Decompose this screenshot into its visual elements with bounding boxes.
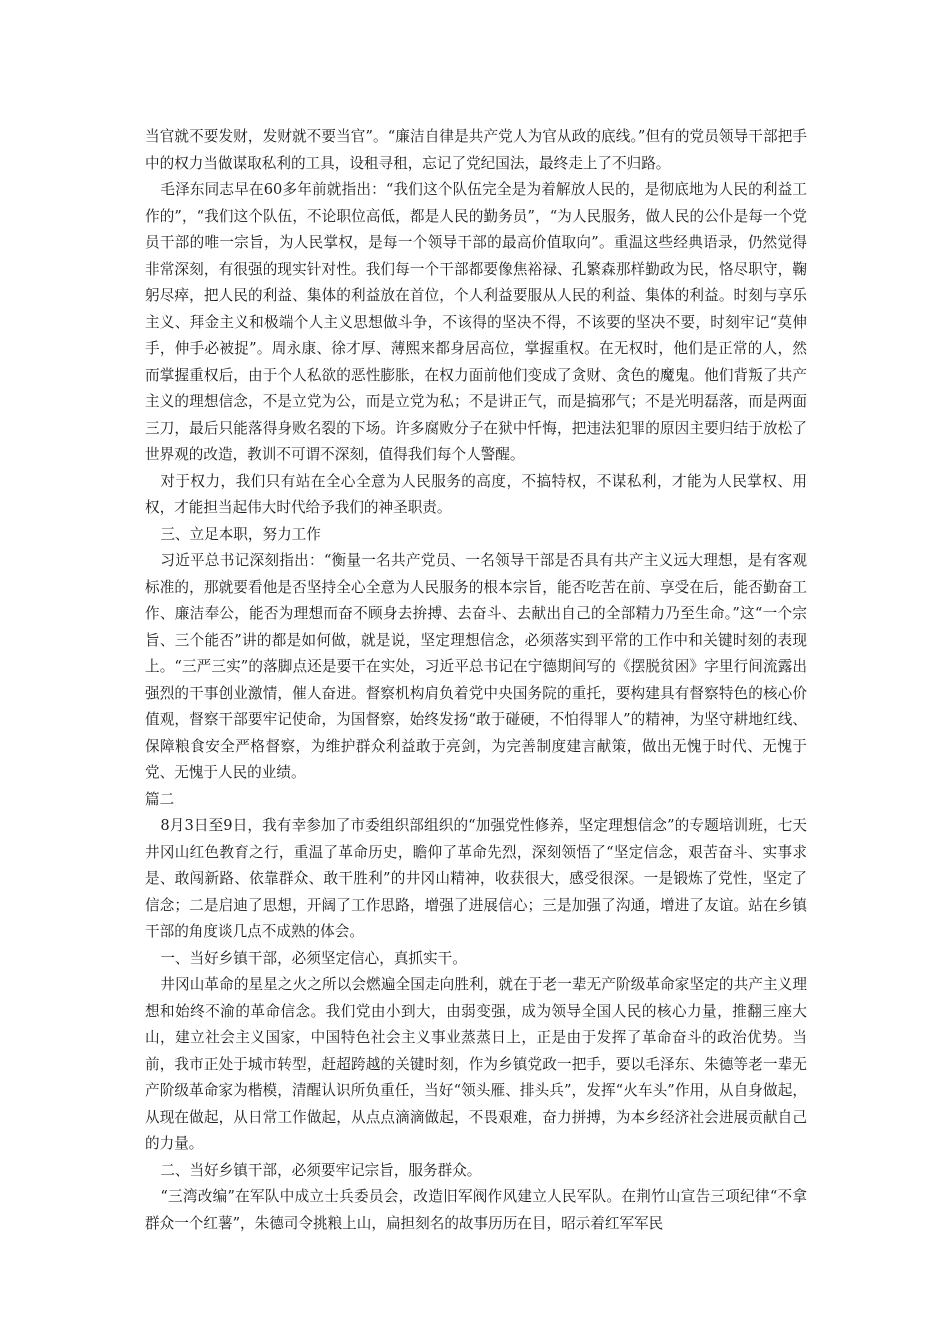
paragraph-jinggangshan: 井冈山革命的星星之火之所以会燃遍全国走向胜利，就在于老一辈无产阶级革命家坚定的共产主义理想和始终不渝的革命信念。我们党由小到大，由弱变强，成为领导全国人民的核心力量，推翻三座大山，建立社会主义国家，中国特色社会主义事业蒸蒸日上，正是由于发挥了革命奋斗的政治优势。当前，我市正处于城市转型，赶超跨越的关键时刻，作为乡镇党政一把手，要以毛泽东、朱德等老一辈无产阶级革命家为楷模，清醒认识所负重任，当好“领头雁、排头兵”，发挥“火车头”作用，从自身做起，从现在做起，从日常工作做起，从点点滴滴做起，不畏艰难，奋力拼搏，为本乡经济社会进展贡献自己的力量。 (145, 976, 807, 1152)
paragraph-xi-quote: 习近平总书记深刻指出：“衡量一名共产党员、一名领导干部是否具有共产主义远大理想，是有客观标准的，那就要看他是否坚持全心全意为人民服务的根本宗旨，能否吃苦在前、享受在后，能否勤奋工作、廉洁奉公，能否为理想而奋不顾身去拚搏、去奋斗、去献出自己的全部精力乃至生命。”这“一个宗旨、三个能否”讲的都是如何做，就是说，坚定理想信念，必须落实到平常的工作中和关键时刻的表现上。“三严三实”的落脚点还是要干在实处，习近平总书记在宁德期间写的《摆脱贫困》字里行间流露出强烈的干事创业激情，催人奋进。督察机构肩负着党中央国务院的重托，要构建具有督察特色的核心价值观，督察干部要牢记使命，为国督察，始终发扬“敢于碰硬，不怕得罪人”的精神，为坚守耕地红线、保障粮食安全严格督察，为维护群众利益敢于亮剑，为完善制度建言献策，做出无愧于时代、无愧于党、无愧于人民的业绩。 (145, 552, 807, 781)
paragraph-training-intro: 8月3日至9日，我有幸参加了市委组织部组织的“加强党性修养，坚定理想信念”的专题培训班，七天井冈山红色教育之行，重温了革命历史，瞻仰了革命先烈，深刻领悟了“坚定信念，艰苦奋斗、实事求是、敢闯新路、依靠群众、敢干胜利”的井冈山精神，收获很大，感受很深。一是锻炼了党性，坚定了信念；二是启迪了思想，开阔了工作思路，增强了进展信心；三是加强了沟通，增进了友谊。站在乡镇干部的角度谈几点不成熟的体会。 (145, 817, 807, 940)
section-heading-one: 一、当好乡镇干部，必须坚定信心，真抓实干。 (160, 949, 467, 967)
paragraph-continued: 当官就不要发财，发财就不要当官”。“廉洁自律是共产党人为官从政的底线。”但有的党员领导干部把手中的权力当做谋取私利的工具，设租寻租，忘记了党纪国法，最终走上了不归路。 (145, 128, 807, 172)
paragraph-mao-quote: 毛泽东同志早在60多年前就指出：“我们这个队伍完全是为着解放人民的，是彻底地为人民的利益工作的”，“我们这个队伍，不论职位高低，都是人民的勤务员”，“为人民服务，做人民的公仆是每一个党员干部的唯一宗旨，为人民掌权，是每一个领导干部的最高价值取向”。重温这些经典语录，仍然觉得非常深刻，有很强的现实针对性。我们每一个干部都要像焦裕禄、孔繁森那样勤政为民，恪尽职守，鞠躬尽瘁，把人民的利益、集体的利益放在首位，个人利益要服从人民的利益、集体的利益。时刻与享乐主义、拜金主义和极端个人主义思想做斗争，不该得的坚决不得，不该要的坚决不要，时刻牢记“莫伸手，伸手必被捉”。周永康、徐才厚、薄熙来都身居高位，掌握重权。在无权时，他们是正常的人，然而掌握重权后，由于个人私欲的恶性膨胀，在权力面前他们变成了贪财、贪色的魔鬼。他们背叛了共产主义的理想信念，不是立党为公，而是立党为私；不是讲正气，而是搞邪气；不是光明磊落，而是两面三刀，最后只能落得身败名裂的下场。许多腐败分子在狱中忏悔，把违法犯罪的原因主要归结于放松了世界观的改造，教训不可谓不深刻，值得我们每个人警醒。 (145, 181, 807, 463)
section-heading-three: 三、立足本职，努力工作 (160, 525, 321, 543)
paragraph-sanwan: “三湾改编”在军队中成立士兵委员会，改造旧军阀作风建立人民军队。在荆竹山宣告三项纪律“不拿群众一个红薯”，朱德司令挑粮上山，扁担刻名的故事历历在目，昭示着红军军民 (145, 1188, 807, 1232)
paragraph-power: 对于权力，我们只有站在全心全意为人民服务的高度，不搞特权，不谋私利，才能为人民掌权、用权，才能担当起伟大时代给予我们的神圣职责。 (145, 472, 807, 516)
section-heading-two: 二、当好乡镇干部，必须要牢记宗旨，服务群众。 (160, 1161, 482, 1179)
document-page (145, 124, 807, 1237)
article-part-title: 篇二 (145, 790, 175, 808)
